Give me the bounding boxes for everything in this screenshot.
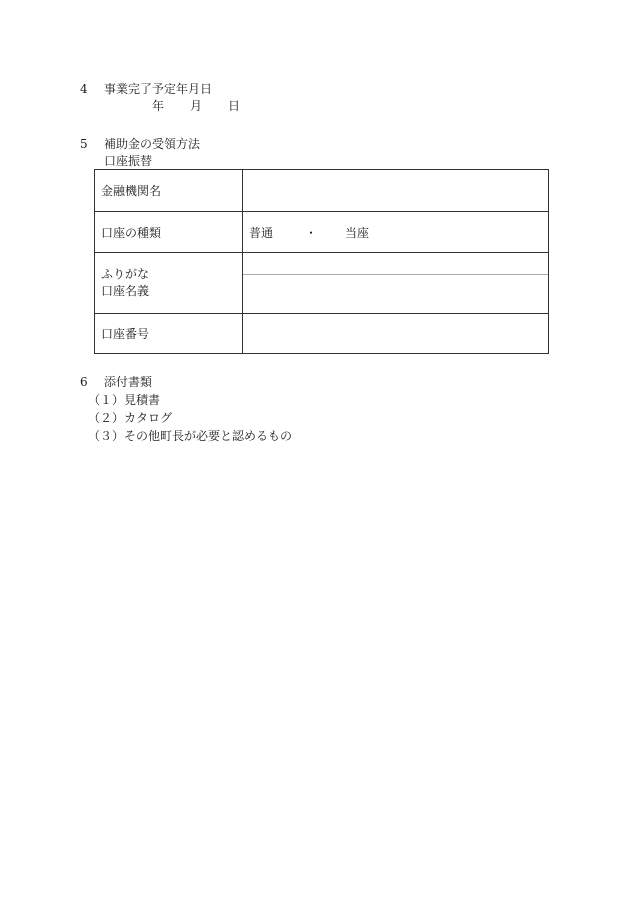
section5-number: 5	[80, 137, 88, 151]
date-month-label: 月	[190, 99, 203, 113]
account-number-label: 口座番号	[95, 314, 243, 354]
section4-title: 事業完了予定年月日	[104, 82, 213, 96]
attachment-item-1: （１）見積書	[88, 393, 161, 407]
account-name-label: 口座名義	[101, 284, 150, 298]
account-type-row	[95, 212, 549, 253]
account-type-label: 口座の種類	[95, 212, 243, 253]
date-day-label: 日	[228, 99, 241, 113]
bank-name-row	[95, 170, 549, 212]
attachment-item-3: （３）その他町長が必要と認めるもの	[88, 429, 293, 443]
account-name-label-cell	[95, 253, 243, 314]
account-number-field[interactable]	[243, 314, 549, 354]
section5-title: 補助金の受領方法	[104, 137, 201, 151]
section6-title: 添付書類	[104, 375, 153, 389]
account-name-row	[95, 253, 549, 314]
furigana-label: ふりがな	[101, 267, 150, 281]
attachment-item-2: （２）カタログ	[88, 411, 173, 425]
bank-name-label: 金融機関名	[95, 170, 243, 212]
account-name-cell	[243, 253, 549, 314]
furigana-field[interactable]	[243, 253, 548, 275]
account-type-separator: ・	[305, 225, 318, 240]
account-type-field	[243, 212, 549, 253]
bank-name-field[interactable]	[243, 170, 549, 212]
date-year-label: 年	[152, 99, 165, 113]
section6-number: 6	[80, 375, 88, 389]
section4-number: 4	[80, 82, 88, 96]
account-number-row	[95, 314, 549, 354]
bank-account-table	[94, 169, 549, 354]
section5-subtitle: 口座振替	[104, 154, 153, 168]
account-name-field[interactable]	[243, 275, 548, 313]
account-type-futsu[interactable]: 普通	[249, 225, 274, 240]
account-type-toza[interactable]: 当座	[345, 225, 370, 240]
